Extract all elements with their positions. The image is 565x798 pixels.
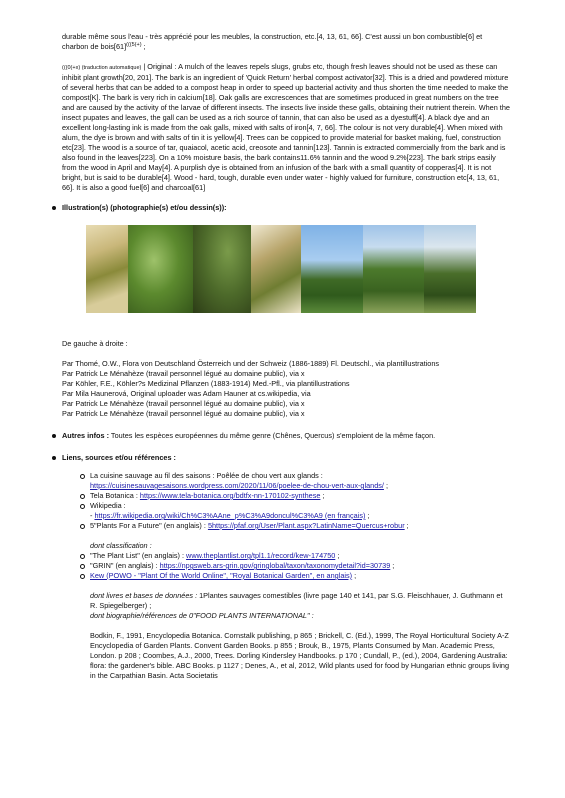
liens-section [62, 453, 510, 463]
bullet-icon [52, 206, 56, 210]
credit-line: Par Patrick Le Ménahèze (travail personnel légué au domaine public), via x [62, 399, 305, 408]
oak-field-photo-image[interactable] [424, 225, 476, 313]
footnote-marker: (((5(+) [126, 42, 142, 48]
oak-path-photo-image[interactable] [363, 225, 424, 313]
bullet-icon [52, 456, 56, 460]
reference-link[interactable]: https://www.tela-botanica.org/bdtfx-nn-170102-synthese [139, 491, 321, 500]
references-list [90, 471, 510, 681]
oak-botanical-drawing-image[interactable] [86, 225, 128, 313]
illustrations-heading: Illustration(s) (photographie(s) et/ou dessin(s)): [62, 203, 227, 212]
circle-bullet-icon [80, 554, 85, 559]
credit-line: Par Patrick Le Ménahèze (travail personnel légué au domaine public), via x [62, 369, 305, 378]
paragraph-text: durable même sous l'eau - très apprécié pour les meubles, la construction, etc.[4, 13, 61, 66]. C'est aussi un bon combustible[6] et charbon de bois[61] [62, 32, 483, 51]
circle-bullet-icon [80, 574, 85, 579]
circle-bullet-icon [80, 524, 85, 529]
reference-item: 5"Plants For a Future" (en anglais) : 5https://pfaf.org/User/Plant.aspx?LatinName=Quercus+robur ; [90, 521, 510, 531]
illustration-strip [86, 225, 476, 313]
credit-line: Par Thomé, O.W., Flora von Deutschland Österreich und der Schweiz (1886-1889) Fl. Deutschl., via plantillustrations [62, 359, 440, 368]
books-label: dont livres et bases de données : [90, 591, 198, 600]
autres-infos-text: Toutes les espèces européennes du même genre (Chênes, Quercus) s'emploient de la même façon. [109, 431, 436, 440]
biblio-label: dont biographie/références de 0"FOOD PLANTS INTERNATIONAL" : [90, 611, 314, 620]
illustrations-section [62, 203, 510, 213]
oak-tree-photo-image[interactable] [301, 225, 363, 313]
books-paragraph [90, 591, 510, 621]
reference-item: La cuisine sauvage au fil des saisons : Poêlée de chou vert aux glands : https://cuisinesauvagesaisons.wordpress.com/2020/11/06/poelee-de-chou-vert-aux-glands/ ; [90, 471, 510, 491]
circle-bullet-icon [80, 494, 85, 499]
paragraph-tail: ; [141, 42, 146, 51]
paragraph-original-english [62, 62, 510, 193]
translation-label: (traduction automatique) [80, 65, 142, 71]
credits-intro: De gauche à droite : [62, 339, 128, 348]
classification-item: Kew (POWO - "Plant Of the World Online", "Royal Botanical Garden", en anglais) ; [90, 571, 510, 581]
reference-item: Tela Botanica : https://www.tela-botanica.org/bdtfx-nn-170102-synthese ; [90, 491, 510, 501]
liens-heading: Liens, sources et/ou références : [62, 453, 176, 462]
circle-bullet-icon [80, 564, 85, 569]
classification-link[interactable]: Kew (POWO - "Plant Of the World Online", "Royal Botanical Garden", en anglais) [90, 571, 353, 580]
credit-line: Par Patrick Le Ménahèze (travail personnel légué au domaine public), via x [62, 409, 305, 418]
circle-bullet-icon [80, 474, 85, 479]
oak-leaves-photo-image[interactable] [128, 225, 194, 313]
bullet-icon [52, 434, 56, 438]
translation-marker: (((0(+x) [62, 65, 81, 71]
reference-item: Wikipedia : - https://fr.wikipedia.org/wiki/Ch%C3%AAne_p%C3%A9doncul%C3%A9 (en français) ; [90, 501, 510, 521]
classification-item: "The Plant List" (en anglais) : www.theplantlist.org/tpl1.1/record/kew-174750 ; [90, 551, 510, 561]
reference-link[interactable]: https://cuisinesauvagesaisons.wordpress.com/2020/11/06/poelee-de-chou-vert-aux-glands/ [90, 481, 384, 490]
autres-infos-label: Autres infos : [62, 431, 110, 440]
paragraph-wood-uses [62, 32, 510, 52]
classification-item: "GRIN" (en anglais) : https://npgsweb.ars-grin.gov/gringlobal/taxon/taxonomydetail?id=30739 ; [90, 561, 510, 571]
classification-link[interactable]: www.theplantlist.org/tpl1.1/record/kew-174750 [186, 551, 336, 560]
books-text: 1Plantes sauvages comestibles (livre page 140 et 141, par S.G. Fleischhauer, J. Guthmann et R. Spiegelberger) ; [90, 591, 503, 610]
credit-line: Par Köhler, F.E., Köhler?s Medizinal Pflanzen (1883-1914) Med.-Pfl., via plantillustrations [62, 379, 350, 388]
credit-line: Par Mila Haunerová, Original uploader was Adam Hauner at cs.wikipedia, via [62, 389, 311, 398]
biblio-text: Bodkin, F., 1991, Encyclopedia Botanica. Cornstalk publishing, p 865 ; Brickell, C. (Ed.), 1999, The Royal Horticultural Society A-Z Encyclopedia of Garden Plants. Convent Garden Books. p 855 ; Brouk, B., 1975, Plants Consumed by Man. Academic Press, London. p 208 ; Coombes, A.J., 2000, Trees. Dorling Kindersley Handbooks. p 170 ; Cundall, P., (ed.), 2004, Gardening Australia: flora: the gardener's bible. ABC Books. p 1127 ; Denes, A., et al, 2012, Wild plants used for food by Hungarian ethnic groups living in the Carpathian Basin. Acta Societatis [90, 631, 510, 680]
reference-link[interactable]: 5https://pfaf.org/User/Plant.aspx?LatinName=Quercus+robur [207, 521, 405, 530]
autres-infos-section [62, 431, 510, 441]
classification-link[interactable]: https://npgsweb.ars-grin.gov/gringlobal/taxon/taxonomydetail?id=30739 [159, 561, 391, 570]
oak-foliage-photo-image[interactable] [193, 225, 250, 313]
circle-bullet-icon [80, 504, 85, 509]
image-credits [62, 339, 510, 419]
classification-label: dont classification : [90, 541, 152, 550]
reference-link[interactable]: https://fr.wikipedia.org/wiki/Ch%C3%AAne_p%C3%A9doncul%C3%A9 (en français) [94, 511, 366, 520]
document-page [62, 32, 510, 681]
paragraph-text: | Original : A mulch of the leaves repels slugs, grubs etc, though fresh leaves should not be used as these can inhibit plant growth[20, 201]. The bark is an ingredient of 'Quick Return' herbal compost activator[32]. This is a dried and powdered mixture of several herbs that can be added to a compost heap in order to speed up bacterial activity and thus shorten the time needed to make the compost[K]. The bark is very rich in calcium[18]. Oak galls are excrescences that are sometimes produced in great numbers on the tree and are caused by the activity of the larvae of different insects. The insects live inside these galls, obtaining their nutrient therein. When the insect pupates and leaves, the gall can be used as a rich source of tannin, that can also be used as a dyestuff[4]. A black dye and an excellent long-lasting ink is made from the oak galls, mixed with salts of iron[4, 7, 66]. The colour is not very durable[4]. When mixed with alum, the dye is brown and with salts of tin it is yellow[4]. Trees can be coppiced to provide material for basket making, fuel, construction etc[23]. The wood is a source of tar, quaiacol, acetic acid, creosote and tannin[123]. Tannin is extracted commercially from the bark and is also found in the leaves[223]. On a 10% moisture basis, the bark contains11.6% tannin and the wood 9.2%[223]. The bark strips easily from the wood in April and May[4]. A purplish dye is obtained from an infusion of the bark with a small quantity of copperas[4]. It is not bright, but is said to be durable[4]. Wood - hard, tough, durable even under water - highly valued for furniture, construction etc[4, 13, 61, 66]. It is also a good fuel[6] and charcoal[61] [62, 62, 510, 192]
oak-medicinal-drawing-image[interactable] [251, 225, 301, 313]
